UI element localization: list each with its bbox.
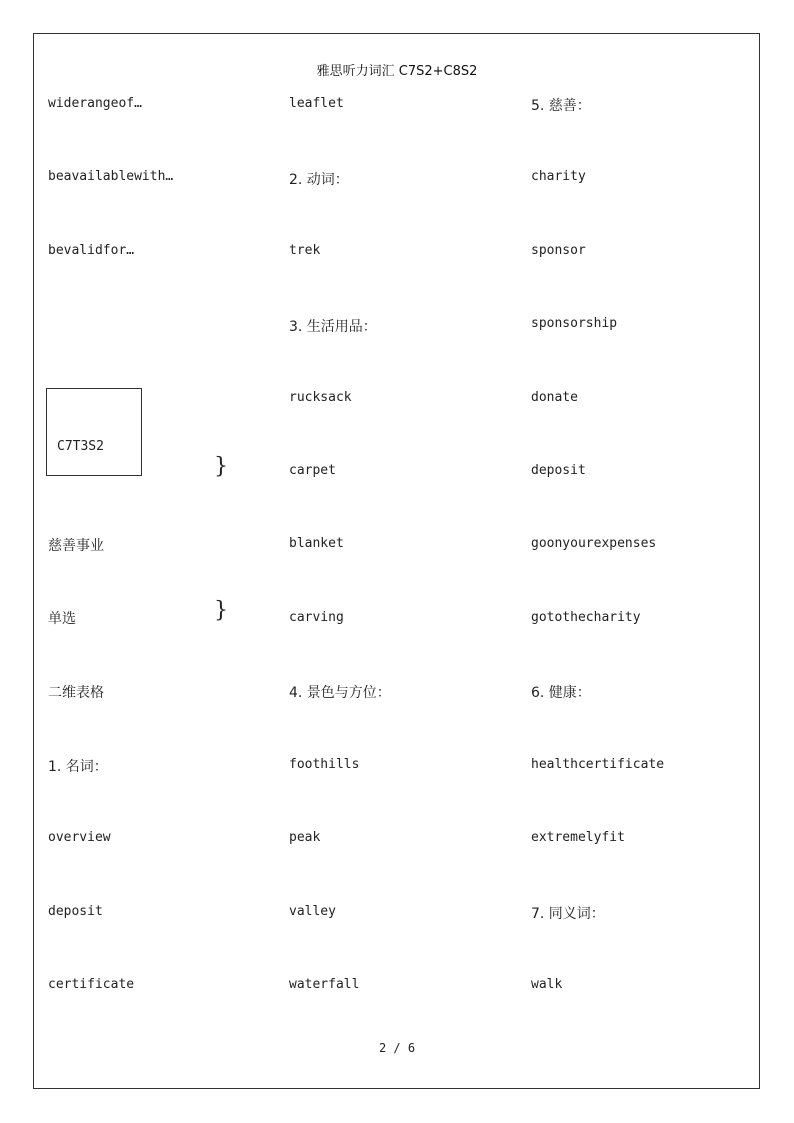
col1-row11: overview (48, 830, 111, 845)
col1-row8: 单选 (48, 611, 76, 627)
col3-row12: 7. 同义词： (531, 906, 605, 922)
col2-row10: foothills (289, 757, 360, 772)
col1-row12: deposit (48, 904, 103, 919)
col1-row10: 1. 名词： (48, 759, 108, 775)
col2-row8: carving (289, 610, 344, 625)
col3-row5: donate (531, 390, 578, 405)
col2-row2: 2. 动词： (289, 172, 349, 188)
brace-mark-2: } (214, 598, 228, 623)
col3-row3: sponsor (531, 243, 586, 258)
col3-row8: gotothecharity (531, 610, 641, 625)
col1-row1: widerangeof… (48, 96, 142, 111)
text-box-label: C7T3S2 (57, 439, 104, 454)
col2-row13: waterfall (289, 977, 360, 992)
col2-row6: carpet (289, 463, 336, 478)
page-number: 2 / 6 (378, 1041, 416, 1055)
col3-row6: deposit (531, 463, 586, 478)
col2-row9: 4. 景色与方位： (289, 685, 391, 701)
col2-row5: rucksack (289, 390, 352, 405)
col2-row4: 3. 生活用品： (289, 319, 377, 335)
col3-row1: 5. 慈善： (531, 98, 591, 114)
page-title: 雅思听力词汇 C7S2+C8S2 (316, 64, 478, 79)
col2-row11: peak (289, 830, 321, 845)
text-box (46, 388, 142, 476)
col2-row12: valley (289, 904, 336, 919)
col3-row4: sponsorship (531, 316, 618, 331)
col2-row7: blanket (289, 536, 344, 551)
col2-row3: trek (289, 243, 321, 258)
brace-mark-1: } (214, 454, 228, 479)
col3-row2: charity (531, 169, 586, 184)
col3-row10: healthcertificate (531, 757, 665, 772)
col1-row9: 二维表格 (48, 685, 104, 701)
col1-row13: certificate (48, 977, 135, 992)
col3-row9: 6. 健康： (531, 685, 591, 701)
col1-row3: bevalidfor… (48, 243, 135, 258)
col2-row1: leaflet (289, 96, 344, 111)
col3-row7: goonyourexpenses (531, 536, 657, 551)
page-border (33, 33, 760, 1089)
col3-row11: extremelyfit (531, 830, 625, 845)
col1-row2: beavailablewith… (48, 169, 174, 184)
col3-row13: walk (531, 977, 563, 992)
col1-row7: 慈善事业 (48, 538, 104, 554)
